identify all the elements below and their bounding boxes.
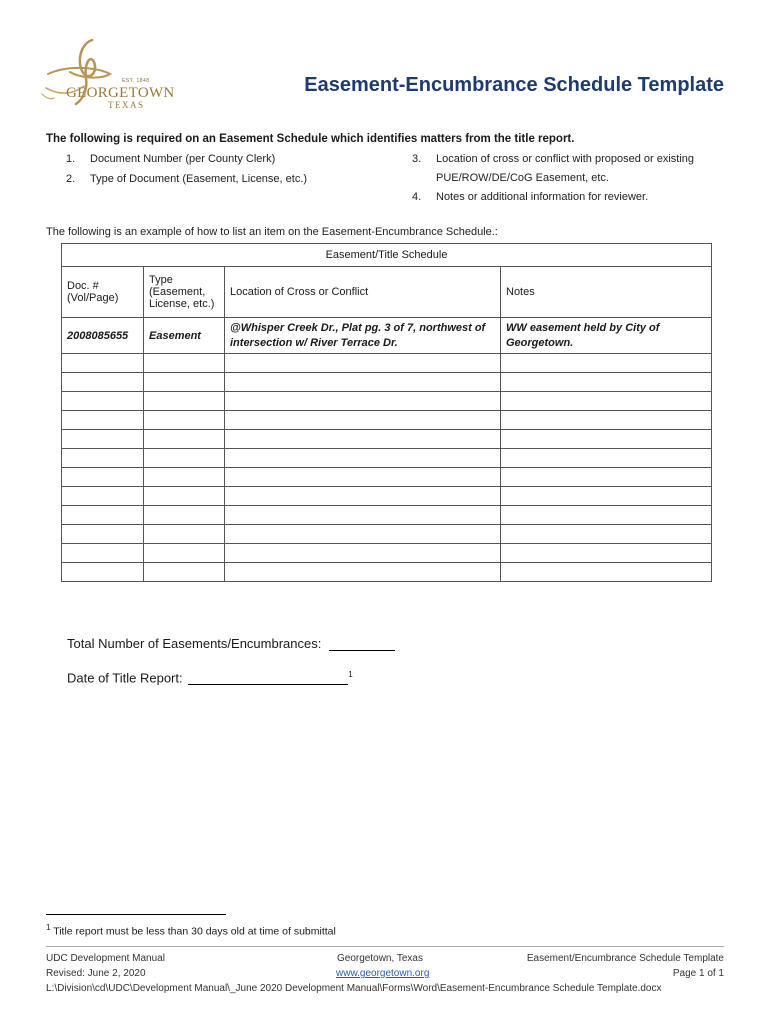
logo-name-text: GEORGETOWN	[66, 85, 175, 101]
requirement-item-2: 2. Type of Document (Easement, License, etc.)	[66, 173, 308, 185]
header-doc: Doc. # (Vol/Page)	[62, 267, 144, 318]
total-easements-blank[interactable]	[329, 636, 395, 651]
header-notes: Notes	[501, 267, 712, 318]
total-easements-label: Total Number of Easements/Encumbrances:	[67, 636, 322, 651]
table-title: Easement/Title Schedule	[62, 244, 712, 267]
table-row[interactable]	[62, 487, 712, 506]
sample-notes: WW easement held by City of Georgetown.	[501, 318, 712, 354]
footnote-text: Title report must be less than 30 days old at time of submittal	[53, 925, 336, 938]
sample-doc: 2008085655	[62, 318, 144, 354]
table-row[interactable]	[62, 354, 712, 373]
table-row[interactable]	[62, 506, 712, 525]
title-report-date-blank[interactable]	[188, 670, 348, 685]
footnote-mark: 1	[46, 923, 51, 932]
table-row[interactable]	[62, 544, 712, 563]
header-location: Location of Cross or Conflict	[225, 267, 501, 318]
footer-website-link[interactable]: www.georgetown.org	[336, 968, 430, 979]
footnote	[46, 923, 336, 938]
table-row[interactable]	[62, 392, 712, 411]
title-report-date-label: Date of Title Report:	[67, 670, 183, 686]
footnote-divider	[46, 914, 226, 915]
table-row[interactable]	[62, 430, 712, 449]
example-intro: The following is an example of how to list an item on the Easement-Encumbrance Schedule.:	[46, 226, 498, 238]
total-easements-field	[67, 636, 395, 651]
logo-state-text: TEXAS	[108, 100, 145, 110]
table-row[interactable]	[62, 411, 712, 430]
table-row[interactable]	[62, 563, 712, 582]
table-row[interactable]	[62, 373, 712, 392]
header-type: Type (Easement, License, etc.)	[144, 267, 225, 318]
footer-template-name: Easement/Encumbrance Schedule Template	[526, 953, 724, 964]
requirements-intro: The following is required on an Easement Schedule which identifies matters from the title report.	[46, 133, 575, 145]
footer-revised-date: Revised: June 2, 2020	[46, 968, 146, 979]
footer-city: Georgetown, Texas	[337, 953, 423, 964]
footer-divider	[46, 946, 724, 947]
table-row[interactable]	[62, 468, 712, 487]
requirement-item-4: 4. Notes or additional information for reviewer.	[412, 191, 649, 203]
footer-file-path: L:\Division\cd\UDC\Development Manual\_June 2020 Development Manual\Forms\Word\Easement-Encumbrance Schedule Template.docx	[46, 983, 662, 994]
footer-manual-name: UDC Development Manual	[46, 953, 165, 964]
logo-est-text: EST. 1848	[122, 78, 150, 84]
easement-schedule-table	[61, 243, 712, 582]
city-logo	[40, 34, 180, 114]
requirement-item-3: 3. Location of cross or conflict with proposed or existing	[412, 153, 695, 165]
table-row[interactable]	[62, 525, 712, 544]
document-title: Easement-Encumbrance Schedule Template	[304, 74, 724, 96]
title-report-date-field	[67, 670, 353, 685]
sample-type: Easement	[144, 318, 225, 354]
table-row[interactable]	[62, 449, 712, 468]
footnote-reference: 1	[348, 670, 353, 679]
requirement-item-3-continued: PUE/ROW/DE/CoG Easement, etc.	[436, 172, 609, 184]
sample-location: @Whisper Creek Dr., Plat pg. 3 of 7, northwest of intersection w/ River Terrace Dr.	[225, 318, 501, 354]
requirement-item-1: 1. Document Number (per County Clerk)	[66, 153, 276, 165]
footer-page-number: Page 1 of 1	[672, 968, 724, 979]
table-header-row	[62, 267, 712, 318]
table-row-sample	[62, 318, 712, 354]
